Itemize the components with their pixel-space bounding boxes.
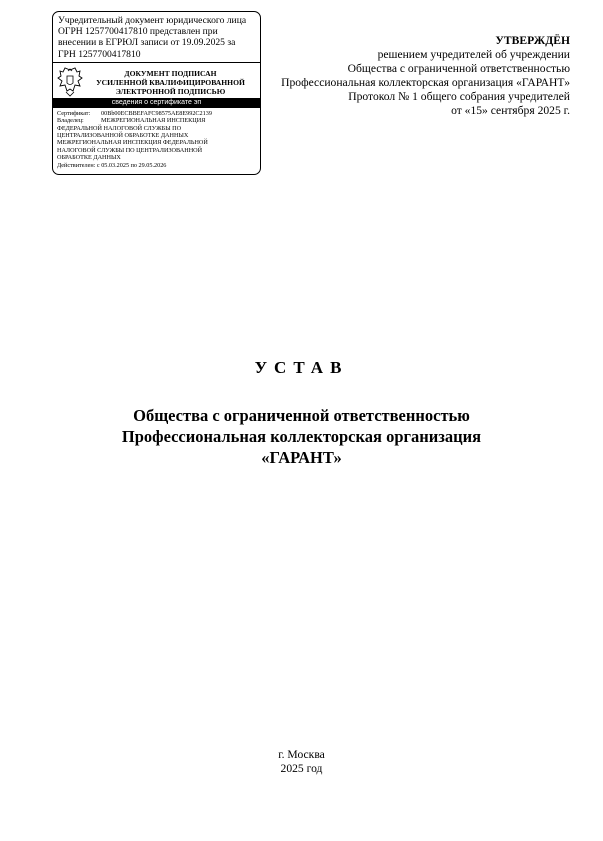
document-footer xyxy=(0,748,603,776)
coat-of-arms-icon xyxy=(56,66,84,98)
validity-period: Действителен: с 05.03.2025 по 29.05.2026 xyxy=(57,161,167,169)
organization-name-line: Профессиональная коллекторская организация xyxy=(121,427,482,446)
stamp-registration-line: ГРН 1257700417810 xyxy=(58,48,141,60)
organization-name-line: Общества с ограниченной ответственностью xyxy=(133,406,470,425)
year: 2025 год xyxy=(280,762,323,775)
certificate-row xyxy=(57,110,256,117)
certificate-value: 00Bb00ECBBEFAFC98575AE8E992C2139 xyxy=(101,109,212,117)
owner-line: НАЛОГОВОЙ СЛУЖБЫ ПО ЦЕНТРАЛИЗОВАННОЙ xyxy=(57,146,203,154)
organization-name xyxy=(60,405,543,468)
approval-line: Протокол № 1 общего собрания учредителей xyxy=(348,90,570,103)
stamp-registration-line: внесении в ЕГРЮЛ записи от 19.09.2025 за xyxy=(58,37,236,49)
organization-name-line: «ГАРАНТ» xyxy=(261,448,342,467)
owner-label: Владелец: xyxy=(57,117,84,125)
owner-line: МЕЖРЕГИОНАЛЬНАЯ ИНСПЕКЦИЯ ФЕДЕРАЛЬНОЙ xyxy=(57,139,208,147)
approval-line: Общества с ограниченной ответственностью xyxy=(347,62,570,75)
stamp-registration-line: Учредительный документ юридического лица xyxy=(58,15,247,26)
stamp-registration-text xyxy=(53,12,260,60)
approval-line: решением учредителей об учреждении xyxy=(377,48,570,61)
approval-block xyxy=(281,34,570,118)
document-title: УСТАВ xyxy=(254,358,349,377)
approval-title: УТВЕРЖДЁН xyxy=(495,34,570,47)
signature-title xyxy=(83,69,258,96)
signature-title-line: УСИЛЕННОЙ КВАЛИФИЦИРОВАННОЙ xyxy=(96,77,245,87)
owner-row xyxy=(57,117,256,124)
approval-line: от «15» сентября 2025 г. xyxy=(451,104,570,117)
registration-stamp xyxy=(52,11,261,175)
owner-line: ОБРАБОТКЕ ДАННЫХ xyxy=(57,154,121,162)
signature-title-line: ДОКУМЕНТ ПОДПИСАН xyxy=(124,68,217,78)
stamp-registration-line: ОГРН 1257700417810 представлен при xyxy=(58,26,218,38)
certificate-info-bar: сведения о сертификате эп xyxy=(53,98,260,108)
signature-block xyxy=(53,62,260,108)
certificate-details xyxy=(53,108,260,169)
owner-line: ФЕДЕРАЛЬНОЙ НАЛОГОВОЙ СЛУЖБЫ ПО xyxy=(57,124,182,132)
approval-line: Профессиональная коллекторская организация «ГАРАНТ» xyxy=(281,76,570,89)
signature-title-line: ЭЛЕКТРОННОЙ ПОДПИСЬЮ xyxy=(115,86,226,96)
city: г. Москва xyxy=(278,748,325,761)
owner-value: МЕЖРЕГИОНАЛЬНАЯ ИНСПЕКЦИЯ xyxy=(101,117,206,125)
certificate-label: Сертификат: xyxy=(57,109,91,117)
owner-line: ЦЕНТРАЛИЗОВАННОЙ ОБРАБОТКЕ ДАННЫХ xyxy=(57,132,189,140)
